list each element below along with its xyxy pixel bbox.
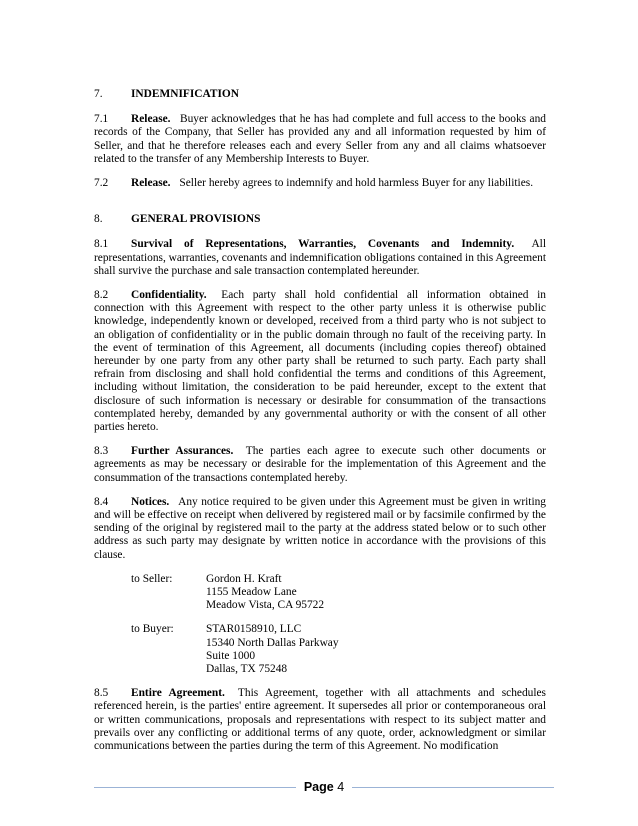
paragraph-text: Seller hereby agrees to indemnify and hold harmless Buyer for any liabilities. [179, 177, 534, 190]
document-page [94, 88, 546, 764]
paragraph-8-1 [94, 238, 546, 278]
paragraph-number: 7.1 [94, 113, 109, 126]
paragraph-8-4 [94, 496, 546, 562]
section-number: 7. [94, 88, 103, 100]
page-word: Page [303, 780, 334, 794]
section-8-heading [94, 213, 546, 226]
footer-rule-right [352, 787, 554, 788]
paragraph-7-1 [94, 113, 546, 166]
page-number: 4 [337, 780, 345, 794]
buyer-address [131, 623, 546, 676]
paragraph-title: Further Assurances. [131, 445, 234, 458]
paragraph-text: Each party shall hold confidential all information obtained in connection with this Agreement with respect to the other party unless it is otherwise public knowledge, independently known or developed, received from a third party who is not subject to an obligation of confidentiality or in the public domain through no fault of the receiving party. In the event of termination of this Agreement, all documents (including copies thereof) obtained hereunder by one party from any other party shall be returned to such party. Each party shall refrain from disclosing and shall hold confidential the terms and conditions of this Agreement, including without limitation, the consideration to be paid hereunder, except to the extent that disclosure of such information is necessary or desirable for consummation of the transactions contemplated hereby, demanded by any governmental authority or with the consent of all other parties hereto. [94, 289, 547, 434]
seller-label: to Seller: [131, 572, 173, 585]
address-line: 15340 North Dallas Parkway [206, 636, 339, 649]
footer-rule-left [94, 787, 296, 788]
paragraph-text: Any notice required to be given under this Agreement must be given in writing and will be effective on receipt when delivered by registered mail or by facsimile confirmed by the sending of the original by registered mail to the party at the address stated below or to such other address as such party may designate by written notice in accordance with the provisions of this clause. [94, 495, 546, 561]
paragraph-8-3 [94, 445, 546, 485]
address-line: Gordon H. Kraft [206, 572, 282, 585]
paragraph-number: 7.2 [94, 177, 109, 190]
buyer-label: to Buyer: [131, 623, 174, 636]
section-7-heading [94, 88, 546, 101]
address-line: Suite 1000 [206, 649, 256, 662]
paragraph-title: Confidentiality. [131, 289, 207, 302]
paragraph-title: Release. [131, 177, 171, 190]
address-line: STAR0158910, LLC [206, 623, 302, 636]
seller-address-lines [206, 573, 324, 613]
seller-address [131, 573, 546, 613]
paragraph-number: 8.3 [94, 445, 109, 458]
paragraph-number: 8.4 [94, 495, 109, 508]
paragraph-title: Entire Agreement. [131, 687, 225, 700]
paragraph-text: Buyer acknowledges that he has had complete and full access to the books and records of the Company, that Seller has provided any and all information requested by him of Seller, and that he therefore releases each and every Seller from any and all claims whatsoever related to the transfer of any Membership Interests to Buyer. [94, 113, 546, 165]
paragraph-text: All representations, warranties, covenants and indemnification obligations contained in this Agreement shall survive the purchase and sale transaction contemplated hereunder. [94, 238, 547, 277]
paragraph-text: This Agreement, together with all attachments and schedules referenced herein, is the parties' entire agreement. It supersedes all prior or contemporaneous oral or written communications, proposals and representations with respect to its subject matter and prevails over any conflicting or additional terms of any quote, order, acknowledgment or similar communications between the parties during the term of this Agreement. No modification [94, 687, 546, 753]
paragraph-number: 8.1 [94, 238, 109, 251]
paragraph-8-2 [94, 289, 546, 434]
paragraph-title: Release. [131, 113, 171, 126]
buyer-address-lines [206, 623, 339, 676]
paragraph-8-5 [94, 687, 546, 753]
paragraph-number: 8.5 [94, 687, 109, 700]
section-title: INDEMNIFICATION [131, 88, 240, 100]
paragraph-title: Survival of Representations, Warranties, Covenants and Indemnity. [131, 238, 515, 251]
address-line: 1155 Meadow Lane [206, 586, 297, 599]
paragraph-number: 8.2 [94, 289, 109, 302]
page-footer [94, 777, 554, 797]
paragraph-text: The parties each agree to execute such other documents or agreements as may be necessary or desirable for the implementation of this Agreement and the consummation of the transactions contemplated hereby. [94, 445, 546, 484]
paragraph-title: Notices. [131, 495, 170, 508]
paragraph-7-2 [94, 177, 546, 190]
page-number-label [296, 780, 352, 794]
section-title: GENERAL PROVISIONS [131, 213, 261, 226]
section-number: 8. [94, 213, 103, 226]
address-line: Dallas, TX 75248 [206, 663, 288, 676]
address-line: Meadow Vista, CA 95722 [206, 599, 325, 612]
